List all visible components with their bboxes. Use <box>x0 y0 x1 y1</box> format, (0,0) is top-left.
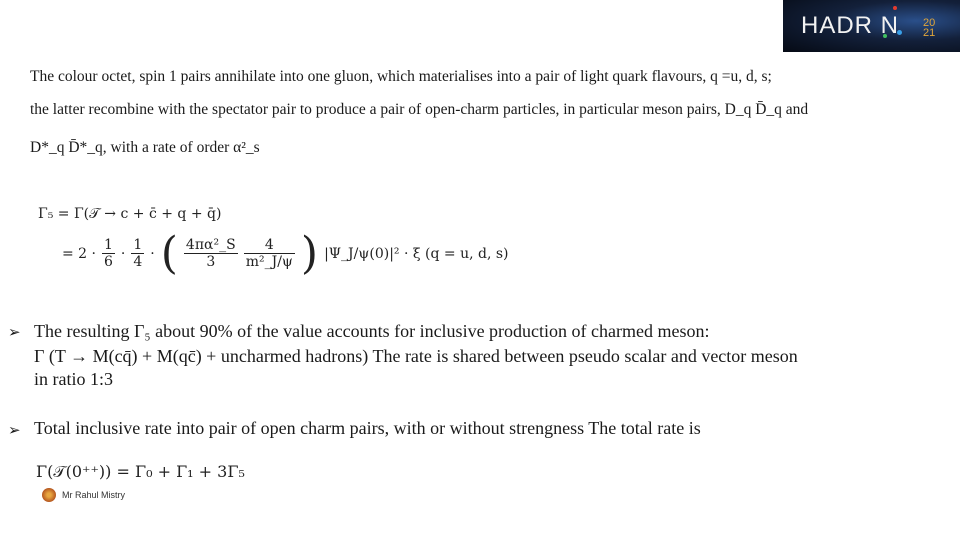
bullet-2-line-1: Total inclusive rate into pair of open charm pairs, with or without strengness The total rate is <box>34 418 701 438</box>
logo-text: HADR N <box>801 12 900 39</box>
bullet-arrow-icon: ➢ <box>8 323 21 341</box>
footer <box>42 488 125 502</box>
equation-row-2: = 2 · $\frac{1}{6}$ · $\frac{1}{4}$ · ( $\frac{\text{4πα²\_S}}{3}$ $\frac{4}{\text{m²\_J/ψ}}$ ) |Ψ_J/ψ(0)|² · ξ (q = u, d, s) <box>62 228 509 279</box>
fraction-2: $\frac{1}{4}$ <box>133 237 143 270</box>
fraction-4: $\frac{4}{\text{m²\_J/ψ}}$ <box>245 237 293 270</box>
footer-author: Mr Rahul Mistry <box>62 490 126 500</box>
institute-logo-icon <box>42 488 56 502</box>
paragraph-line-1: The colour octet, spin 1 pairs annihilate into one gluon, which materialises into a pair of light quark flavours, q =u, d, s; <box>30 68 772 85</box>
equation-suffix: |Ψ_J/ψ(0)|² · ξ (q = u, d, s) <box>324 245 509 262</box>
bullet-1-line-3: in ratio 1:3 <box>34 369 113 389</box>
paragraph-line-2: the latter recombine with the spectator pair to produce a pair of open-charm particles, in particular meson pairs, D_q D̄_q and <box>30 101 809 118</box>
fraction-3: $\frac{\text{4πα²\_S}}{3}$ <box>185 237 236 270</box>
equation-row-1: Γ₅ = Γ(𝒯 → c + c̄ + q + q̄) <box>38 206 222 222</box>
fraction-1: $\frac{1}{6}$ <box>104 237 113 270</box>
logo-year: 20 21 <box>923 17 936 39</box>
hadron-logo <box>783 0 960 52</box>
paragraph-line-3: D*_q D̄*_q, with a rate of order α²_s <box>30 139 260 156</box>
right-paren: ) <box>300 228 319 279</box>
bullet-1-line-2: Γ (T → M(cq̄) + M(qc̄) + uncharmed hadrons) The rate is shared between pseudo scalar and vector meson <box>34 346 798 366</box>
left-paren: ( <box>160 228 178 279</box>
bullet-arrow-icon: ➢ <box>8 421 21 439</box>
equation-prefix: = 2 · <box>62 245 96 262</box>
bullet-1-line-1: The resulting Γ₅ about 90% of the value accounts for inclusive production of charmed meson: <box>34 321 710 341</box>
logo-red-dot <box>893 6 897 10</box>
total-rate-equation: Γ(𝒯(0⁺⁺)) = Γ₀ + Γ₁ + 3Γ₅ <box>36 462 245 481</box>
